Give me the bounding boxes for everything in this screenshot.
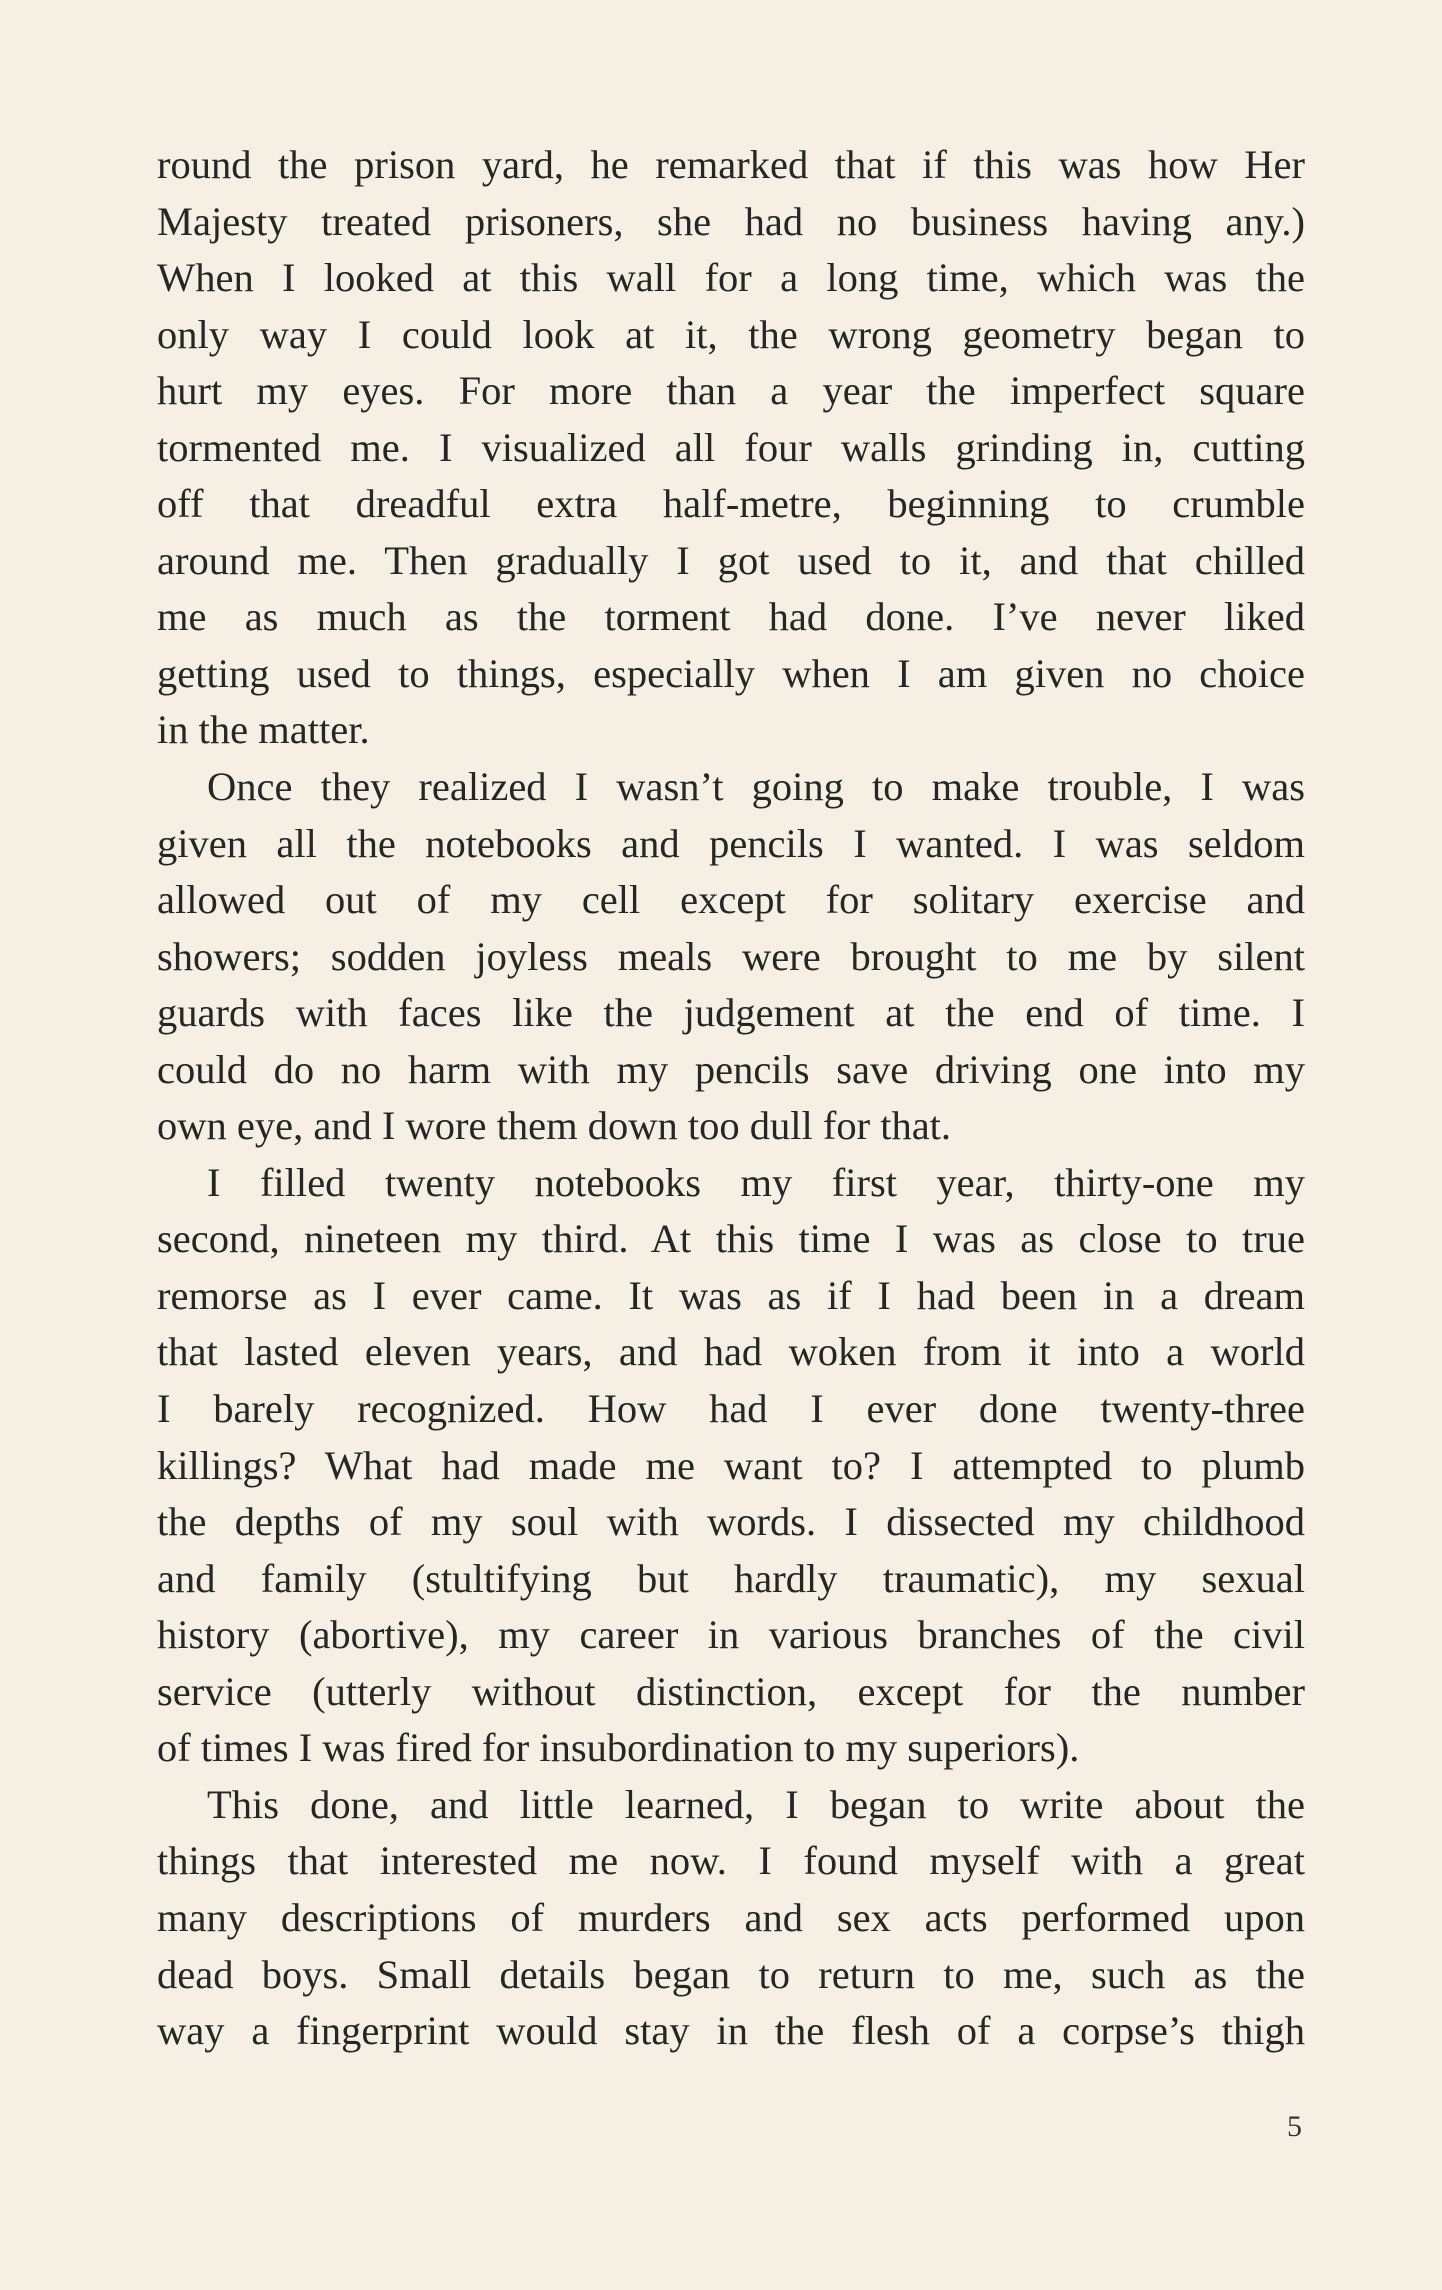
- text-line: that lasted eleven years, and had woken from it into a world: [157, 1329, 1305, 1375]
- text-line: round the prison yard, he remarked that if this was how Her: [157, 142, 1305, 187]
- text-line: When I looked at this wall for a long time, which was the: [157, 255, 1305, 301]
- text-line: off that dreadful extra half-metre, beginning to crumble: [157, 481, 1305, 527]
- text-line: guards with faces like the judgement at the end of time. I: [157, 990, 1305, 1036]
- text-line: way a fingerprint would stay in the flesh of a corpse’s thigh: [157, 2008, 1305, 2054]
- text-line: Majesty treated prisoners, she had no business having any.): [157, 198, 1305, 244]
- text-line: showers; sodden joyless meals were brought to me by silent: [157, 933, 1305, 979]
- text-line: the depths of my soul with words. I dissected my childhood: [157, 1499, 1305, 1545]
- text-line: things that interested me now. I found myself with a great: [157, 1838, 1305, 1884]
- text-line: remorse as I ever came. It was as if I had been in a dream: [157, 1272, 1305, 1318]
- text-line: hurt my eyes. For more than a year the imperfect square: [157, 368, 1305, 414]
- text-line: history (abortive), my career in various branches of the civil: [157, 1612, 1305, 1658]
- text-line: own eye, and I wore them down too dull for that.: [157, 1103, 952, 1149]
- text-line: me as much as the torment had done. I’ve never liked: [157, 594, 1305, 640]
- text-line: many descriptions of murders and sex acts performed upon: [157, 1894, 1305, 1940]
- paragraph-3: [157, 1155, 1305, 1777]
- text-line: given all the notebooks and pencils I wanted. I was seldom: [157, 820, 1305, 866]
- text-line: and family (stultifying but hardly traumatic), my sexual: [157, 1555, 1305, 1601]
- text-line: This done, and little learned, I began to write about the: [207, 1781, 1305, 1827]
- body-text: [157, 137, 1305, 2060]
- text-line: tormented me. I visualized all four walls grinding in, cutting: [157, 424, 1305, 470]
- text-line: only way I could look at it, the wrong geometry began to: [157, 311, 1305, 357]
- text-line: Once they realized I wasn’t going to make trouble, I was: [207, 764, 1305, 810]
- text-line: I filled twenty notebooks my first year, thirty-one my: [207, 1159, 1305, 1205]
- paragraph-2: [157, 759, 1305, 1155]
- paragraph-4: [157, 1777, 1305, 2060]
- text-line: dead boys. Small details began to return to me, such as the: [157, 1951, 1305, 1997]
- text-line: in the matter.: [157, 707, 370, 753]
- text-line: getting used to things, especially when I am given no choice: [157, 650, 1305, 696]
- text-line: I barely recognized. How had I ever done twenty-three: [157, 1386, 1305, 1432]
- text-line: killings? What had made me want to? I attempted to plumb: [157, 1442, 1305, 1488]
- text-line: around me. Then gradually I got used to it, and that chilled: [157, 537, 1305, 583]
- text-line: allowed out of my cell except for solitary exercise and: [157, 877, 1305, 923]
- text-line: second, nineteen my third. At this time I was as close to true: [157, 1216, 1305, 1262]
- page-number: 5: [1287, 2110, 1302, 2143]
- paragraph-1: [157, 137, 1305, 759]
- text-line: of times I was fired for insubordination to my superiors).: [157, 1725, 1080, 1771]
- text-line: could do no harm with my pencils save driving one into my: [157, 1046, 1305, 1092]
- text-line: service (utterly without distinction, except for the number: [157, 1668, 1305, 1714]
